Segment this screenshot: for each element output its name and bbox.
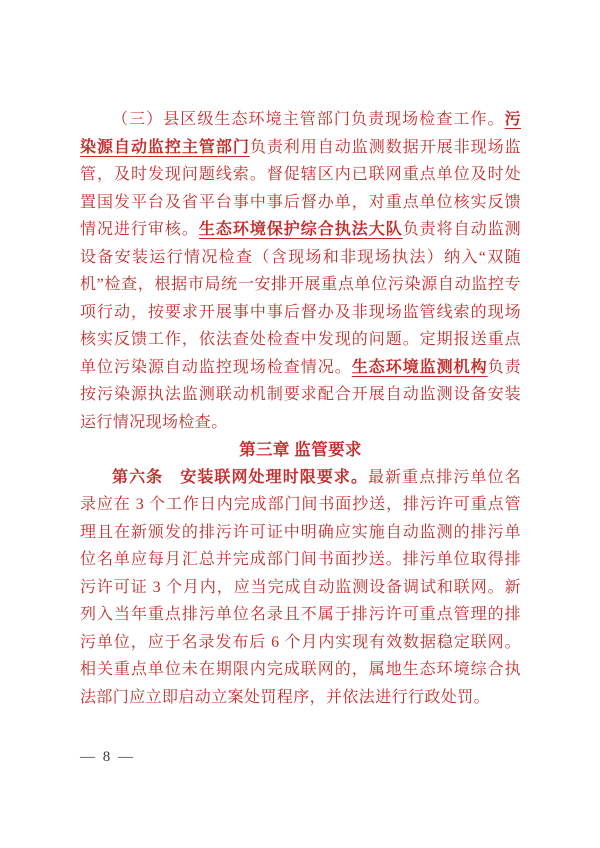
para1-term-enforcement-brigade: 生态环境保护综合执法大队 bbox=[198, 221, 403, 238]
document-content bbox=[80, 106, 521, 711]
para1-monitoring-agency-duties: 负责按污染源执法监测联动机制要求配合开展自动监测设备安装运行情况现场检查。 bbox=[80, 358, 521, 431]
page-number: — 8 — bbox=[80, 749, 135, 765]
para1-term-monitoring-dept: 污染源自动监控主管部门 bbox=[80, 111, 521, 156]
para1-monitoring-dept-duties: 负责利用自动监测数据开展非现场监管，及时发现问题线索。督促辖区内已联网重点单位及时处置国发平台及省平台事中事后督办单，对重点单位核实反馈情况进行审核。 bbox=[80, 138, 521, 238]
para1-term-monitoring-agency: 生态环境监测机构 bbox=[351, 358, 488, 376]
paragraph-inspection-duties bbox=[80, 106, 521, 436]
para1-enforcement-brigade-duties: 负责将自动监测设备安装运行情况检查（含现场和非现场执法）纳入“双随机”检查，根据市局统一安排开展重点单位污染源自动监控专项行动，按要求开展事中事后督办及非现场监管线索的现场核实反馈工作，依法查处检查中发现的问题。定期报送重点单位污染源自动监控现场检查情况。 bbox=[80, 221, 521, 376]
chapter-heading: 第三章 监管要求 bbox=[239, 440, 362, 459]
para1-intro-text: （三）县区级生态环境主管部门负责现场检查工作。 bbox=[112, 111, 505, 128]
article-6-title: 安装联网处理时限要求。 bbox=[180, 468, 369, 486]
paragraph-article-6 bbox=[80, 464, 521, 712]
article-6-body: 最新重点排污单位名录应在 3 个工作日内完成部门间书面抄送，排污许可重点管理且在新颁发的排污许可证中明确应实施自动监测的排污单位名单应每月汇总并完成部门间书面抄送。排污单位取得排污许可证 3 个月内，应当完成自动监测设备调试和联网。新列入当年重点排污单位名录且不属于排污许可重点管理的排污单位，应于名录发布后 6 个月内实现有效数据稳定联网。相关重点单位未在期限内完成联网的，属地生态环境综合执法部门应立即启动立案处罚程序，并依法进行行政处罚。 bbox=[80, 468, 521, 706]
article-6-label: 第六条 bbox=[112, 468, 181, 486]
